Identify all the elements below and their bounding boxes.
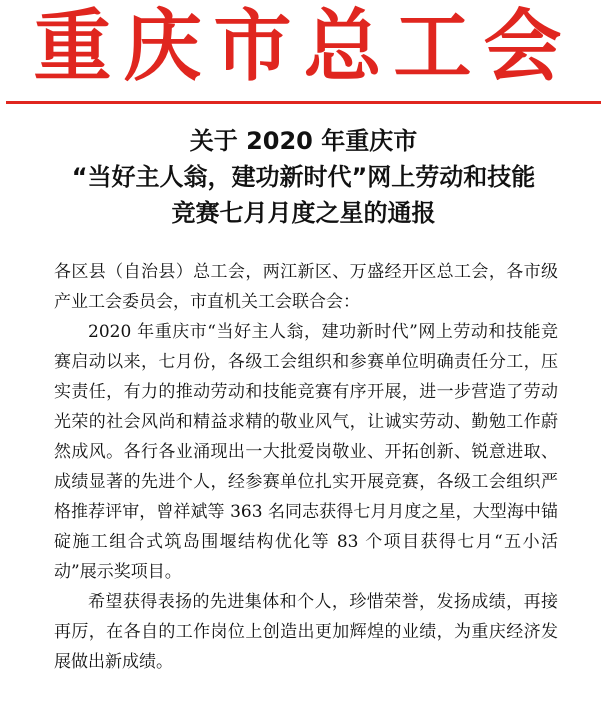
document-body (54, 257, 558, 677)
organization-header: 重庆市总工会 (33, 1, 574, 92)
title-line-3: 竞赛七月月度之星的通报 (171, 199, 436, 227)
paragraph-2: 希望获得表扬的先进集体和个人，珍惜荣誉，发扬成绩，再接再厉，在各自的工作岗位上创造出更加辉煌的业绩，为重庆经济发展做出新成绩。 (54, 592, 558, 672)
salutation: 各区县（自治县）总工会，两江新区、万盛经开区总工会，各市级产业工会委员会，市直机关工会联合会： (54, 262, 558, 312)
document-title (0, 123, 607, 231)
paragraph-1: 2020 年重庆市“当好主人翁，建功新时代”网上劳动和技能竞赛启动以来，七月份，各级工会组织和参赛单位明确责任分工，压实责任，有力的推动劳动和技能竞赛有序开展，进一步营造了劳动光荣的社会风尚和精益求精的敬业风气，让诚实劳动、勤勉工作蔚然成风。各行各业涌现出一大批爱岗敬业、开拓创新、锐意进取、成绩显著的先进个人，经参赛单位扎实开展竞赛，各级工会组织严格推荐评审，曾祥斌等 363 名同志获得七月月度之星，大型海中锚碇施工组合式筑岛围堰结构优化等 83 个项目获得七月“五小活动”展示奖项目。 (54, 322, 558, 582)
title-line-1: 关于 2020 年重庆市 (189, 127, 418, 155)
red-divider-line (6, 101, 601, 104)
title-line-2: “当好主人翁，建功新时代”网上劳动和技能 (71, 163, 536, 191)
